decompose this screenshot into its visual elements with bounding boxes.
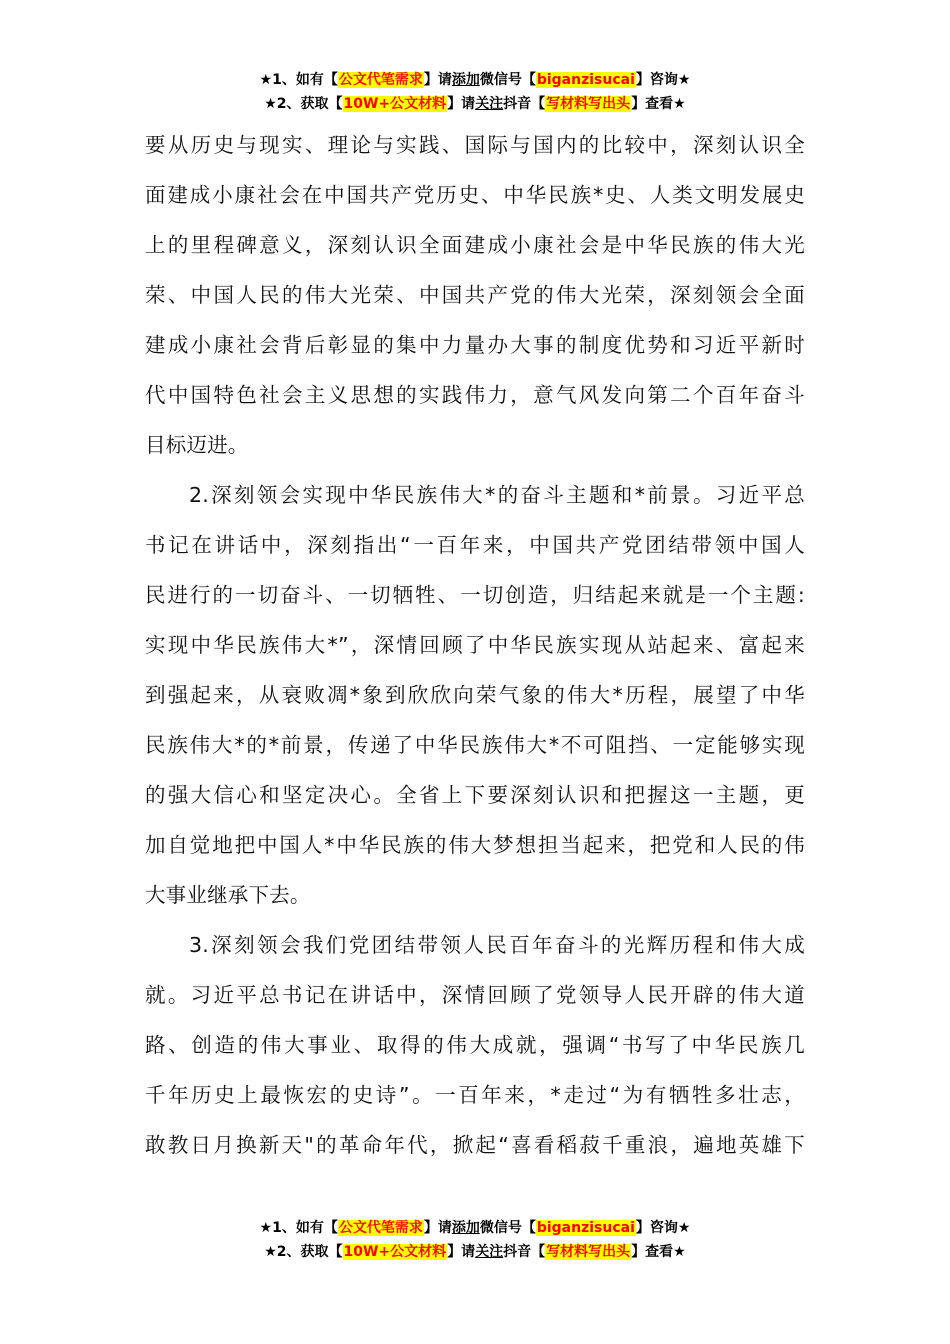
text-line: 就。习近平总书记在讲话中，深情回顾了党领导人民开辟的伟大道 — [145, 983, 805, 1007]
banner-text: 抖音【 — [503, 1244, 546, 1260]
header-banner — [0, 68, 950, 116]
banner-line-2 — [0, 92, 950, 116]
banner-highlight: 公文代笔需求 — [338, 72, 423, 88]
banner-text: 】请 — [423, 1220, 452, 1236]
text-line: 荣、中国人民的伟大光荣、中国共产党的伟大光荣，深刻领会全面 — [145, 283, 805, 307]
text-line: 大事业继承下去。 — [145, 883, 311, 907]
text-line: 加自觉地把中国人*中华民族的伟大梦想担当起来，把党和人民的伟 — [145, 833, 805, 857]
text-line: 敢教日月换新天"的革命年代，掀起“喜看稻菽千重浪，遍地英雄下 — [145, 1133, 805, 1157]
text-line: 的强大信心和坚定决心。全省上下要深刻认识和把握这一主题，更 — [145, 783, 805, 807]
banner-line-1 — [0, 68, 950, 92]
banner-text: ★2、获取【 — [264, 96, 343, 112]
banner-line-2 — [0, 1240, 950, 1264]
banner-text: 】请 — [423, 72, 452, 88]
banner-underlined: 添加 — [451, 1220, 480, 1236]
banner-highlight-douyin: 写材料写出头 — [546, 96, 631, 112]
banner-text: ★2、获取【 — [264, 1244, 343, 1260]
banner-text: 微信号【 — [479, 1220, 536, 1236]
banner-highlight: 10W+公文材料 — [343, 96, 447, 112]
paragraph-2 — [145, 470, 805, 920]
paragraph-3 — [145, 920, 805, 1170]
paragraph-1 — [145, 120, 805, 470]
banner-text: 抖音【 — [503, 96, 546, 112]
text-line: 书记在讲话中，深刻指出“一百年来，中国共产党团结带领中国人 — [145, 533, 805, 557]
text-line: 千年历史上最恢宏的史诗”。一百年来，*走过“为有牺牲多壮志， — [145, 1083, 805, 1107]
text-line: 实现中华民族伟大*”，深情回顾了中华民族实现从站起来、富起来 — [145, 633, 805, 657]
document-body — [145, 120, 805, 1170]
banner-text: 】请 — [447, 1244, 476, 1260]
text-line: 面建成小康社会在中国共产党历史、中华民族*史、人类文明发展史 — [145, 183, 805, 207]
banner-text: 微信号【 — [479, 72, 536, 88]
footer-banner — [0, 1216, 950, 1264]
banner-text: 】查看★ — [631, 1244, 686, 1260]
banner-text: 】请 — [447, 96, 476, 112]
banner-line-1 — [0, 1216, 950, 1240]
text-line: 上的里程碑意义，深刻认识全面建成小康社会是中华民族的伟大光 — [145, 233, 805, 257]
banner-text: 】查看★ — [631, 96, 686, 112]
text-line: 代中国特色社会主义思想的实践伟力，意气风发向第二个百年奋斗 — [145, 383, 805, 407]
banner-highlight-wechat: biganzisucai — [536, 1220, 635, 1236]
banner-highlight-douyin: 写材料写出头 — [546, 1244, 631, 1260]
text-line: 到强起来，从衰败凋*象到欣欣向荣气象的伟大*历程，展望了中华 — [145, 683, 805, 707]
banner-underlined: 关注 — [475, 1244, 504, 1260]
text-line: 建成小康社会背后彰显的集中力量办大事的制度优势和习近平新时 — [145, 333, 805, 357]
banner-underlined: 添加 — [451, 72, 480, 88]
banner-highlight: 10W+公文材料 — [343, 1244, 447, 1260]
text-line: 3.深刻领会我们党团结带领人民百年奋斗的光辉历程和伟大成 — [189, 933, 805, 957]
banner-highlight: 公文代笔需求 — [338, 1220, 423, 1236]
text-line: 民族伟大*的*前景，传递了中华民族伟大*不可阻挡、一定能够实现 — [145, 733, 805, 757]
banner-text: 】咨询★ — [635, 1220, 691, 1236]
banner-text: ★1、如有【 — [259, 1220, 338, 1236]
banner-underlined: 关注 — [475, 96, 504, 112]
text-line: 民进行的一切奋斗、一切牺牲、一切创造，归结起来就是一个主题: — [145, 583, 805, 607]
text-line: 要从历史与现实、理论与实践、国际与国内的比较中，深刻认识全 — [145, 133, 805, 157]
text-line: 路、创造的伟大事业、取得的伟大成就，强调“书写了中华民族几 — [145, 1033, 805, 1057]
banner-text: ★1、如有【 — [259, 72, 338, 88]
banner-text: 】咨询★ — [635, 72, 691, 88]
banner-highlight-wechat: biganzisucai — [536, 72, 635, 88]
text-line: 2.深刻领会实现中华民族伟大*的奋斗主题和*前景。习近平总 — [189, 483, 805, 507]
text-line: 目标迈进。 — [145, 433, 249, 457]
